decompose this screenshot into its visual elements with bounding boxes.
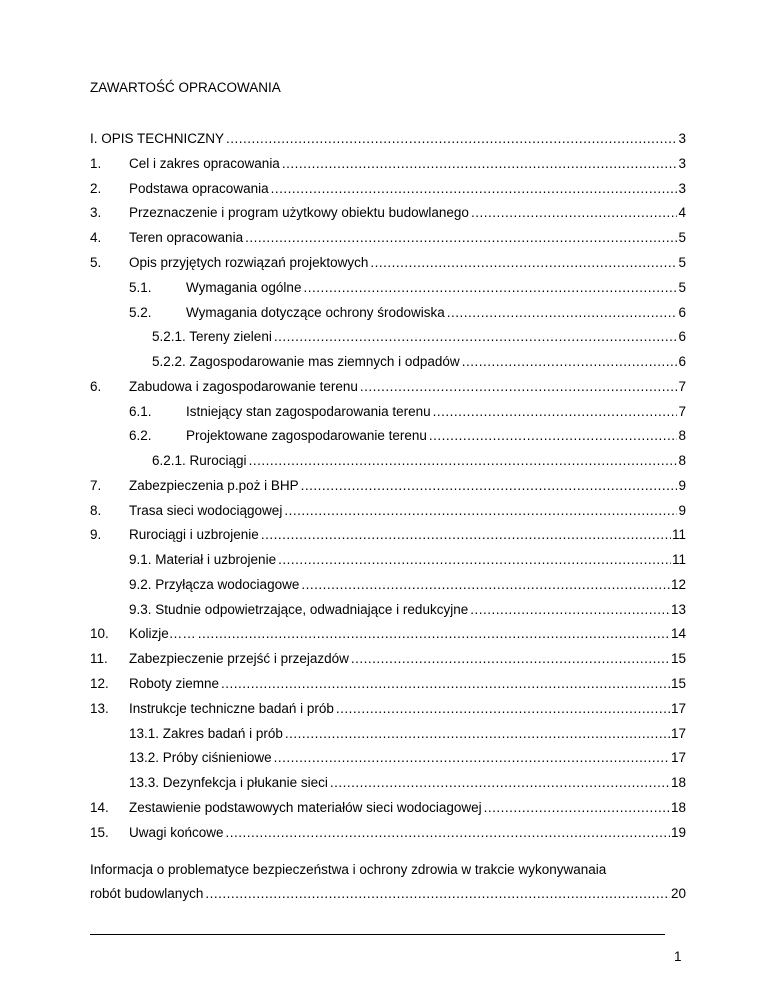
toc-entry-5[interactable] bbox=[90, 255, 686, 270]
toc-entry-number: 9. bbox=[90, 527, 102, 542]
toc-entry-number: 3. bbox=[90, 205, 102, 220]
toc-entry-page: 5 bbox=[678, 280, 686, 295]
toc-entry-13-2[interactable] bbox=[129, 750, 686, 765]
toc-entry-5-2-1[interactable] bbox=[152, 329, 686, 344]
toc-entry-text: 5.2.2. Zagospodarowanie mas ziemnych i odpadów bbox=[152, 354, 460, 369]
toc-entry-text: 6.2.1. Rurociągi bbox=[152, 453, 247, 468]
toc-entry-page: 13 bbox=[670, 602, 686, 617]
toc-entry-text: Uwagi końcowe bbox=[129, 825, 224, 840]
toc-entry-opis-techniczny[interactable] bbox=[90, 131, 686, 146]
footer-divider bbox=[90, 934, 665, 935]
toc-entry-9-2[interactable] bbox=[129, 577, 686, 592]
toc-entry-number: 8. bbox=[90, 503, 102, 518]
toc-entry-page: 3 bbox=[678, 181, 686, 196]
toc-entry-5-2-2[interactable] bbox=[152, 354, 686, 369]
toc-entry-14[interactable] bbox=[90, 800, 686, 815]
toc-entry-13[interactable] bbox=[90, 701, 686, 716]
toc-entry-text: Wymagania ogólne bbox=[186, 280, 302, 295]
toc-entry-text: Zestawienie podstawowych materiałów sieci wodociagowej bbox=[129, 800, 482, 815]
toc-entry-page: 6 bbox=[678, 305, 686, 320]
toc-entry-9[interactable] bbox=[90, 527, 686, 542]
toc-entry-4[interactable] bbox=[90, 230, 686, 245]
toc-entry-3[interactable] bbox=[90, 205, 686, 220]
toc-entry-page: 15 bbox=[670, 676, 686, 691]
toc-entry-number: 5.2. bbox=[129, 305, 152, 320]
toc-entry-page: 9 bbox=[678, 478, 686, 493]
page-title: ZAWARTOŚĆ OPRACOWANIA bbox=[90, 80, 281, 95]
toc-entry-7[interactable] bbox=[90, 478, 686, 493]
toc-entry-6[interactable] bbox=[90, 379, 686, 394]
toc-entry-6-2-1[interactable] bbox=[152, 453, 686, 468]
toc-entry-text: Zabezpieczenia p.poż i BHP bbox=[129, 478, 299, 493]
toc-entry-page: 18 bbox=[670, 775, 686, 790]
toc-entry-2[interactable] bbox=[90, 181, 686, 196]
toc-entry-number: 5. bbox=[90, 255, 102, 270]
toc-entry-12[interactable] bbox=[90, 676, 686, 691]
toc-entry-page: 18 bbox=[670, 800, 686, 815]
toc-entry-5-1[interactable] bbox=[129, 280, 686, 295]
toc-entry-page: 5 bbox=[678, 230, 686, 245]
toc-entry-9-3[interactable] bbox=[129, 602, 686, 617]
toc-entry-number: 4. bbox=[90, 230, 102, 245]
toc-entry-number: 2. bbox=[90, 181, 102, 196]
toc-entry-1[interactable] bbox=[90, 156, 686, 171]
toc-entry-text: 9.1. Materiał i uzbrojenie bbox=[129, 552, 277, 567]
toc-entry-number: 15. bbox=[90, 825, 109, 840]
toc-entry-number: 11. bbox=[90, 651, 108, 666]
toc-entry-9-1[interactable] bbox=[129, 552, 686, 567]
toc-entry-8[interactable] bbox=[90, 503, 686, 518]
toc-entry-page: 20 bbox=[670, 886, 686, 901]
toc-entry-text: Trasa sieci wodociągowej bbox=[129, 503, 283, 518]
toc-entry-text: 13.2. Próby ciśnieniowe bbox=[129, 750, 272, 765]
toc-entry-text: Opis przyjętych rozwiązań projektowych bbox=[129, 255, 369, 270]
toc-entry-text: 9.2. Przyłącza wodociagowe bbox=[129, 577, 300, 592]
toc-entry-page: 11 bbox=[671, 527, 686, 542]
toc-entry-text: Wymagania dotyczące ochrony środowiska bbox=[186, 305, 445, 320]
toc-entry-6-1[interactable] bbox=[129, 404, 686, 419]
toc-entry-13-1[interactable] bbox=[129, 726, 686, 741]
toc-entry-6-2[interactable] bbox=[129, 428, 686, 443]
toc-entry-text: Instrukcje techniczne badań i prób bbox=[129, 701, 334, 716]
toc-entry-page: 9 bbox=[678, 503, 686, 518]
page-number: 1 bbox=[674, 949, 682, 964]
toc-entry-page: 8 bbox=[678, 453, 686, 468]
toc-entry-number: 1. bbox=[90, 156, 102, 171]
toc-entry-11[interactable] bbox=[90, 651, 686, 666]
toc-entry-5-2[interactable] bbox=[129, 305, 686, 320]
toc-entry-text: Zabudowa i zagospodarowanie terenu bbox=[129, 379, 358, 394]
toc-entry-page: 6 bbox=[678, 354, 686, 369]
toc-entry-number: 6.2. bbox=[129, 428, 152, 443]
toc-entry-number: 14. bbox=[90, 800, 109, 815]
toc-entry-text: 9.3. Studnie odpowietrzające, odwadniające i redukcyjne bbox=[129, 602, 469, 617]
toc-entry-page: 12 bbox=[670, 577, 686, 592]
toc-entry-number: 6.1. bbox=[129, 404, 152, 419]
toc-entry-page: 19 bbox=[670, 825, 686, 840]
toc-entry-text: Podstawa opracowania bbox=[129, 181, 269, 196]
toc-entry-page: 6 bbox=[678, 329, 686, 344]
toc-entry-text: Projektowane zagospodarowanie terenu bbox=[186, 428, 427, 443]
toc-entry-number: 13. bbox=[90, 701, 109, 716]
toc-entry-text: Przeznaczenie i program użytkowy obiektu budowlanego bbox=[129, 205, 469, 220]
toc-entry-text: I. OPIS TECHNICZNY bbox=[90, 131, 225, 146]
toc-entry-number: 6. bbox=[90, 379, 102, 394]
toc-entry-page: 17 bbox=[670, 726, 686, 741]
toc-entry-text: Teren opracowania bbox=[129, 230, 244, 245]
toc-entry-13-3[interactable] bbox=[129, 775, 686, 790]
toc-entry-page: 7 bbox=[678, 404, 686, 419]
toc-entry-page: 5 bbox=[678, 255, 686, 270]
toc-entry-page: 7 bbox=[678, 379, 686, 394]
toc-entry-text: Roboty ziemne bbox=[129, 676, 220, 691]
toc-entry-page: 3 bbox=[678, 131, 686, 146]
toc-entry-text: robót budowlanych bbox=[90, 886, 204, 901]
toc-entry-informacja[interactable] bbox=[90, 886, 686, 901]
toc-entry-page: 8 bbox=[678, 428, 686, 443]
toc-entry-10[interactable] bbox=[90, 626, 686, 641]
toc-entry-text: Kolizje…… bbox=[129, 626, 196, 641]
toc-entry-text: Cel i zakres opracowania bbox=[129, 156, 280, 171]
toc-entry-page: 17 bbox=[670, 750, 686, 765]
toc-entry-number: 10. bbox=[90, 626, 109, 641]
toc-entry-page: 14 bbox=[670, 626, 686, 641]
toc-entry-text: 13.3. Dezynfekcja i płukanie sieci bbox=[129, 775, 328, 790]
toc-entry-15[interactable] bbox=[90, 825, 686, 840]
toc-entry-text: Zabezpieczenie przejść i przejazdów bbox=[129, 651, 349, 666]
toc-entry-number: 12. bbox=[90, 676, 109, 691]
toc-entry-text: 13.1. Zakres badań i prób bbox=[129, 726, 283, 741]
toc-entry-text: 5.2.1. Tereny zieleni bbox=[152, 329, 272, 344]
toc-entry-text: Istniejący stan zagospodarowania terenu bbox=[186, 404, 431, 419]
toc-entry-number: 5.1. bbox=[129, 280, 152, 295]
toc-entry-page: 11 bbox=[671, 552, 686, 567]
toc-entry-number: 7. bbox=[90, 478, 102, 493]
toc-entry-page: 3 bbox=[678, 156, 686, 171]
toc-info-heading: Informacja o problematyce bezpieczeństwa i ochrony zdrowia w trakcie wykonywanaia bbox=[90, 862, 607, 877]
toc-entry-text: Rurociągi i uzbrojenie bbox=[129, 527, 259, 542]
toc-entry-page: 17 bbox=[670, 701, 686, 716]
toc-entry-page: 4 bbox=[678, 205, 686, 220]
toc-entry-page: 15 bbox=[670, 651, 686, 666]
